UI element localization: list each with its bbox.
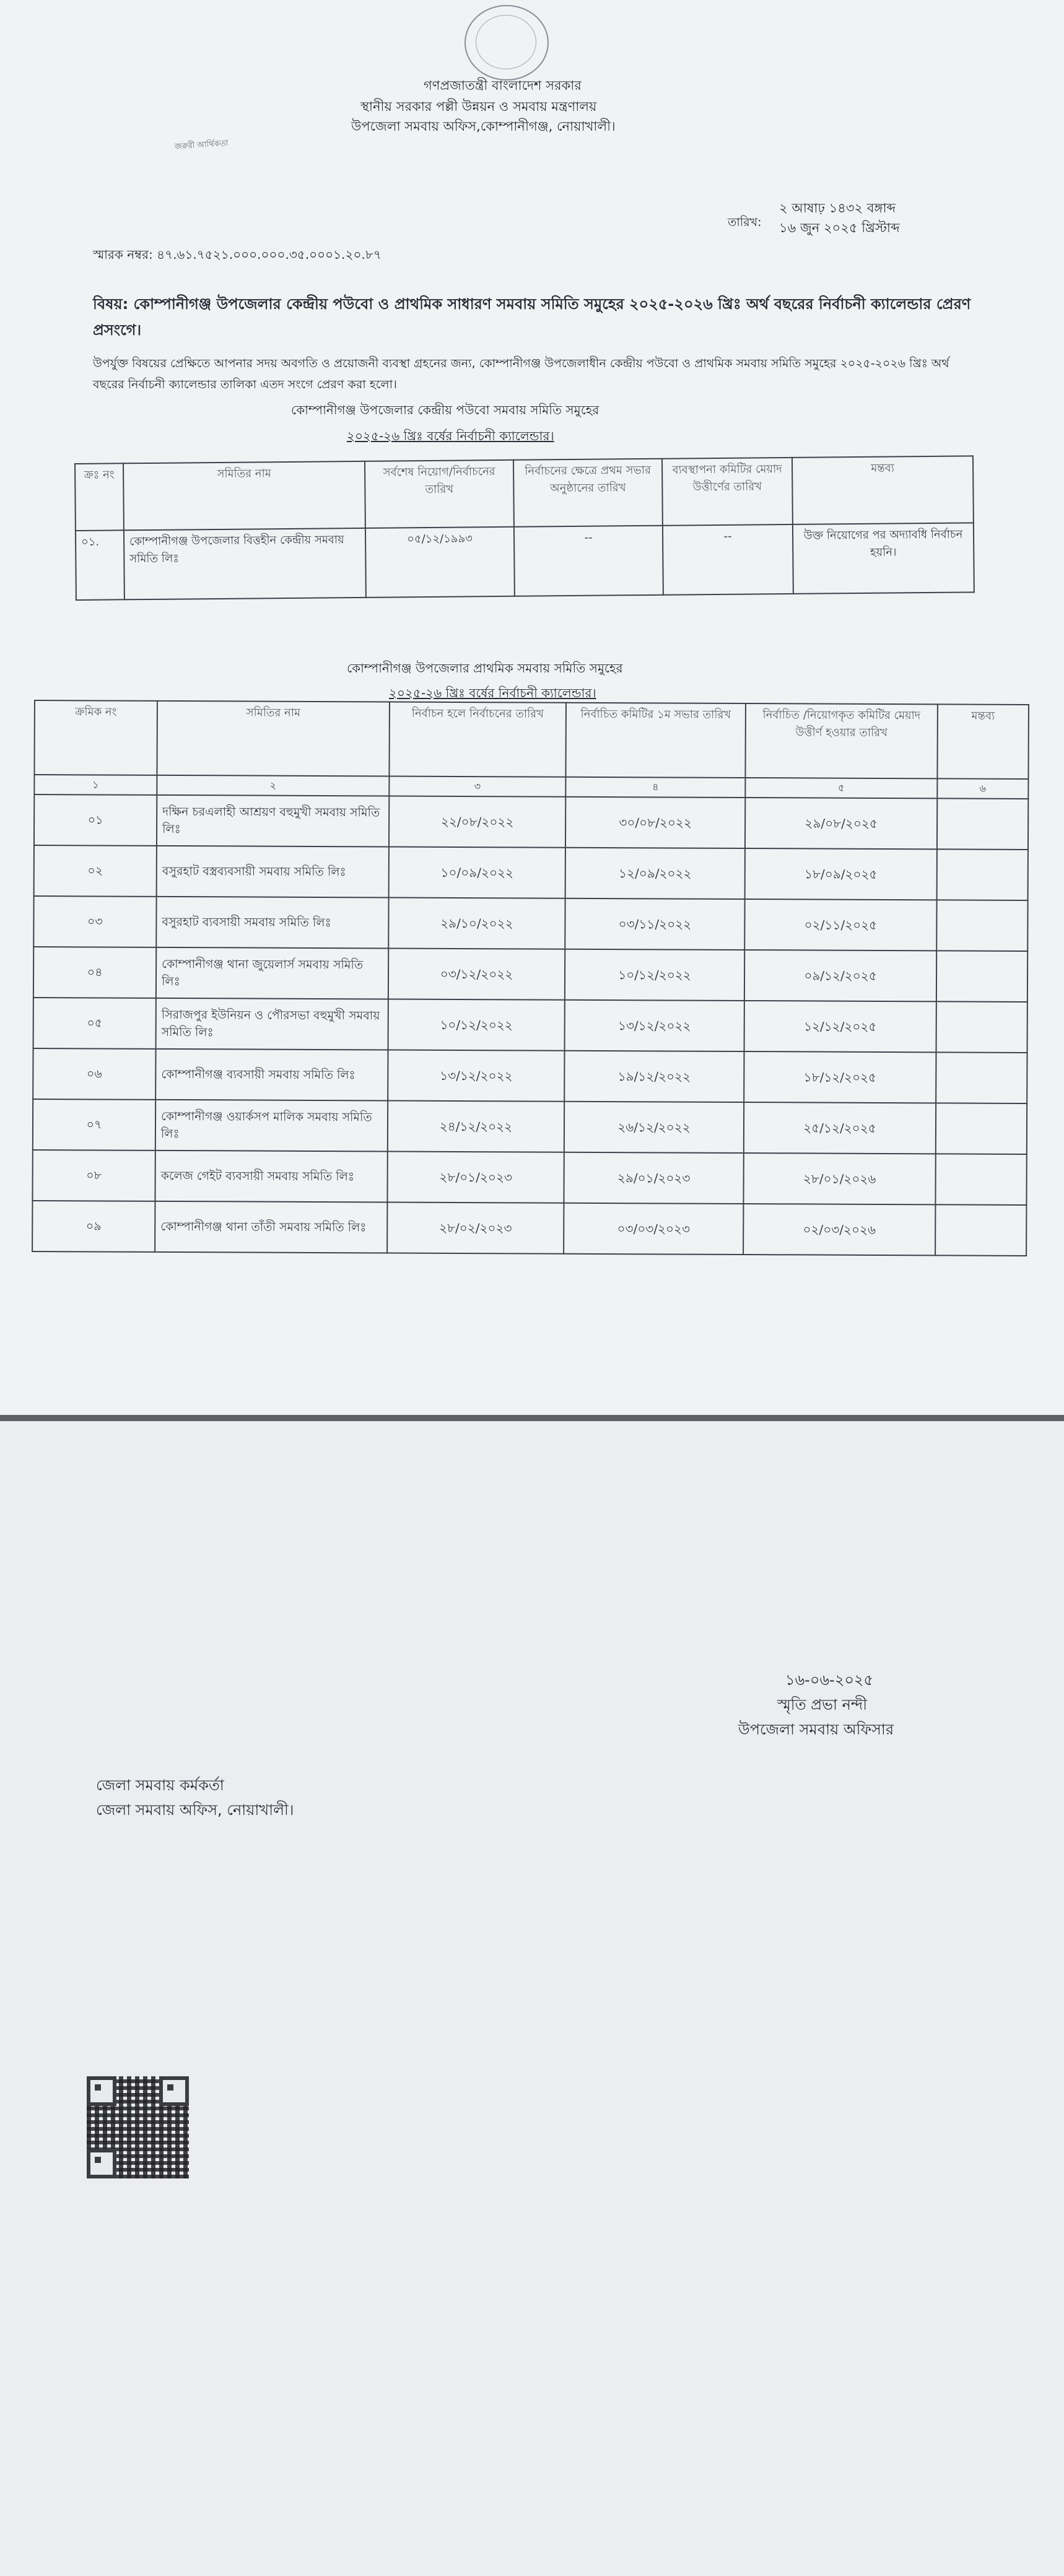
table2-cell: কোম্পানীগঞ্জ ব্যবসায়ী সমবায় সমিতি লিঃ bbox=[155, 1049, 388, 1101]
table1-header: নির্বাচনের ক্ষেত্রে প্রথম সভার অনুষ্ঠানের তারিখ bbox=[513, 459, 663, 527]
recipient-office: জেলা সমবায় অফিস, নোয়াখালী। bbox=[96, 1801, 294, 1819]
table2-cell: ১২/১২/২০২৫ bbox=[744, 1001, 936, 1052]
table2-cell: ২২/০৮/২০২২ bbox=[389, 796, 565, 848]
signatory-name: স্মৃতি প্রভা নন্দী bbox=[777, 1696, 868, 1713]
table1-header: মন্তব্য bbox=[792, 456, 974, 524]
table1-cell: ০১. bbox=[76, 530, 124, 600]
table2-cell: ১৩/১২/২০২২ bbox=[388, 1050, 564, 1101]
table2-cell: ০৩/১১/২০২২ bbox=[565, 899, 744, 950]
table2-cell bbox=[936, 1001, 1027, 1053]
table2-index: ৫ bbox=[745, 778, 937, 798]
header-office: উপজেলা সমবায় অফিস,কোম্পানীগঞ্জ, নোয়াখালী। bbox=[351, 119, 616, 134]
table2-cell: কোম্পানীগঞ্জ থানা জুয়েলার্স সমবায় সমিতি লিঃ bbox=[156, 947, 388, 999]
table2-cell: ২৮/০১/২০২৩ bbox=[387, 1151, 564, 1203]
signatory-designation: উপজেলা সমবায় অফিসার bbox=[738, 1721, 894, 1738]
letter-date-label: তারিখ: bbox=[728, 215, 762, 229]
letter-body: উপর্যুক্ত বিষয়ের প্রেক্ষিতে আপনার সদয় অবগতি ও প্রয়োজনী ব্যবস্থা গ্রহনের জন্য, কোম্পানীগঞ্জ উপজেলাধীন কেন্দ্রীয় পউবো ও প্রাথমিক সমবায় সমিতি সমুহের ২০২৫-২০২৬ খ্রিঃ অর্থ বছরের নির্বাচনী ক্যালেন্ডার তালিকা এতদ সংগে প্রেরণ করা হলো। bbox=[93, 357, 949, 391]
table2-cell bbox=[935, 1204, 1026, 1256]
table2-cell: ১০/০৯/২০২২ bbox=[389, 847, 565, 899]
table1-cell: উক্ত নিয়োগের পর অদ্যাবধি নির্বাচন হয়নি। bbox=[793, 523, 974, 594]
recipient-title: জেলা সমবায় কর্মকর্তা bbox=[96, 1777, 224, 1794]
page-separator bbox=[0, 1415, 1064, 1421]
table1-caption: কোম্পানীগঞ্জ উপজেলার কেন্দ্রীয় পউবো সমবায় সমিতি সমুহের bbox=[291, 402, 600, 417]
table2-cell: ১৮/১২/২০২৫ bbox=[744, 1051, 936, 1103]
table1-cell: -- bbox=[514, 526, 663, 596]
table2-cell: ০৮ bbox=[32, 1150, 155, 1201]
header-government: গণপ্রজাতন্ত্রী বাংলাদেশ সরকার bbox=[424, 78, 582, 93]
table2-cell: ২৬/১২/২০২২ bbox=[564, 1102, 744, 1153]
table2-index: ৩ bbox=[389, 777, 565, 797]
table2-cell: ১৯/১২/২০২২ bbox=[564, 1051, 744, 1102]
table2-index: ৬ bbox=[937, 778, 1028, 799]
table2-cell: ২৮/০২/২০২৩ bbox=[387, 1202, 564, 1253]
table2-cell bbox=[936, 1103, 1027, 1154]
letter-subject: বিষয়: কোম্পানীগঞ্জ উপজেলার কেন্দ্রীয় পউবো ও প্রাথমিক সাধারণ সমবায় সমিতি সমুহের ২০২৫-২০২৬ খ্রিঃ অর্থ বছরের নির্বাচনী ক্যালেন্ডার প্রেরণ প্রসংগে। bbox=[93, 295, 971, 339]
table2-header: নির্বাচিত /নিয়োগকৃত কমিটির মেয়াদ উত্তীর্ণ হওয়ার তারিখ bbox=[745, 703, 938, 778]
table-row bbox=[33, 1099, 1027, 1154]
header-ministry: স্থানীয় সরকার পল্লী উন্নয়ন ও সমবায় মন্ত্রণালয় bbox=[360, 99, 597, 114]
letter-page-2 bbox=[0, 1421, 1064, 2576]
table2-caption: কোম্পানীগঞ্জ উপজেলার প্রাথমিক সমবায় সমিতি সমুহের bbox=[347, 661, 623, 676]
table2-index: ২ bbox=[157, 775, 389, 796]
table2-cell: দক্ষিন চরএলাহী আশ্রয়ণ বহুমুখী সমবায় সমিতি লিঃ bbox=[157, 795, 389, 847]
memo-number: স্মারক নম্বর: ৪৭.৬১.৭৫২১.০০০.০০০.৩৫.০০০১.২০.৮৭ bbox=[93, 247, 382, 262]
table-row bbox=[34, 845, 1028, 900]
table2-cell: ২৫/১২/২০২৫ bbox=[744, 1102, 936, 1154]
table2-cell: ০৯/১২/২০২৫ bbox=[744, 950, 936, 1001]
table1-header: ব্যবস্থাপনা কমিটির মেয়াদ উত্তীর্ণের তারিখ bbox=[662, 458, 793, 526]
table1-header: সর্বশেষ নিয়োগ/নির্বাচনের তারিখ bbox=[365, 460, 514, 528]
table2-cell: কলেজ গেইট ব্যবসায়ী সমবায় সমিতি লিঃ bbox=[155, 1151, 387, 1203]
table-row bbox=[32, 1150, 1026, 1205]
table2-cell: ১০/১২/২০২২ bbox=[565, 949, 744, 1001]
table2-cell: ১৩/১২/২০২২ bbox=[565, 1000, 744, 1051]
table2-cell: ২৯/০১/২০২৩ bbox=[564, 1152, 743, 1204]
table-row bbox=[34, 794, 1028, 850]
table2-cell: ০২/১১/২০২৫ bbox=[744, 899, 936, 951]
table2-cell: ২৪/১২/২০২২ bbox=[388, 1100, 564, 1152]
table2-cell bbox=[935, 1154, 1026, 1205]
office-seal-icon bbox=[464, 5, 549, 80]
table2-cell: ৩০/০৮/২০২২ bbox=[565, 797, 745, 848]
table1-cell: -- bbox=[663, 524, 793, 595]
table2-cell: ০৩/১২/২০২২ bbox=[388, 949, 565, 1000]
table2-index: ৪ bbox=[565, 777, 745, 798]
table2-cell: ০৩ bbox=[33, 896, 156, 947]
table1-cell: কোম্পানীগঞ্জ উপজেলার বিত্তহীন কেন্দ্রীয় সমবায় সমিতি লিঃ bbox=[124, 528, 366, 599]
table-row bbox=[33, 1048, 1027, 1103]
table1-cell: ০৫/১২/১৯৯৩ bbox=[365, 527, 515, 598]
table2-cell: ২৯/০৮/২০২৫ bbox=[745, 798, 937, 849]
urgency-stamp: জরুরী আর্থিকতা bbox=[174, 139, 229, 152]
table-row bbox=[33, 947, 1027, 1002]
table2-cell: ০৩/০৩/২০২৩ bbox=[564, 1203, 743, 1255]
table2-cell: বসুরহাট বস্ত্রব্যবসায়ী সমবায় সমিতি লিঃ bbox=[157, 846, 389, 898]
table2-cell: ০২ bbox=[34, 845, 157, 897]
table2-cell: ০৯ bbox=[32, 1201, 155, 1252]
table-row bbox=[33, 896, 1027, 951]
table-row bbox=[33, 998, 1027, 1053]
table2-cell: ০৭ bbox=[33, 1099, 155, 1151]
table2-caption-year: ২০২৫-২৬ খ্রিঃ বর্ষের নির্বাচনী ক্যালেন্ডার। bbox=[389, 685, 596, 700]
table2-cell: কোম্পানীগঞ্জ ওয়ার্কসপ মালিক সমবায় সমিতি লিঃ bbox=[155, 1100, 388, 1152]
table2-index: ১ bbox=[34, 775, 157, 795]
table2-cell bbox=[936, 951, 1027, 1002]
table2-header: মন্তব্য bbox=[937, 704, 1029, 779]
table2-cell: বসুরহাট ব্যবসায়ী সমবায় সমিতি লিঃ bbox=[156, 897, 388, 949]
table2-cell bbox=[937, 798, 1028, 850]
table2-cell: কোম্পানীগঞ্জ থানা তাঁতী সমবায় সমিতি লিঃ bbox=[155, 1201, 387, 1253]
table2-cell: ০৫ bbox=[33, 998, 156, 1049]
table2-cell: ০১ bbox=[34, 794, 157, 846]
table2-cell: ১০/১২/২০২২ bbox=[388, 999, 565, 1051]
primary-society-table bbox=[32, 700, 1029, 1256]
table2-cell: ০২/০৩/২০২৬ bbox=[743, 1204, 935, 1255]
table2-header: নির্বাচিত কমিটির ১ম সভার তারিখ bbox=[565, 703, 746, 778]
table2-header: ক্রমিক নং bbox=[34, 700, 157, 775]
table2-cell: ০৬ bbox=[33, 1048, 155, 1100]
table1-header: ক্রঃ নং bbox=[75, 463, 124, 531]
letter-date-english: ১৬ জুন ২০২৫ খ্রিস্টাব্দ bbox=[779, 220, 900, 235]
table2-cell: ১২/০৯/২০২২ bbox=[565, 848, 745, 899]
central-society-table bbox=[74, 455, 975, 601]
table1-header: সমিতির নাম bbox=[123, 461, 365, 530]
table2-header: নির্বাচন হলে নির্বাচনের তারিখ bbox=[389, 702, 566, 777]
table-row bbox=[32, 1201, 1026, 1256]
table2-cell: ২৯/১০/২০২২ bbox=[388, 898, 565, 949]
table2-cell: ০৪ bbox=[33, 947, 156, 998]
qr-code-icon bbox=[87, 2076, 189, 2178]
letter-date-bangla: ২ আষাঢ় ১৪৩২ বঙ্গাব্দ bbox=[779, 201, 896, 215]
signature-date: ১৬-০৬-২০২৫ bbox=[785, 1671, 874, 1689]
table2-cell bbox=[937, 849, 1028, 900]
table2-header: সমিতির নাম bbox=[157, 701, 390, 777]
table-row bbox=[76, 523, 974, 600]
table2-cell: ১৮/০৯/২০২৫ bbox=[745, 848, 937, 900]
table2-cell: ২৮/০১/২০২৬ bbox=[743, 1153, 935, 1204]
table2-cell: সিরাজপুর ইউনিয়ন ও পৌরসভা বহুমুখী সমবায় সমিতি লিঃ bbox=[156, 998, 388, 1050]
table2-cell bbox=[936, 1052, 1027, 1103]
table2-cell bbox=[936, 900, 1027, 951]
table1-caption-year: ২০২৫-২৬ খ্রিঃ বর্ষের নির্বাচনী ক্যালেন্ডার। bbox=[347, 429, 554, 443]
